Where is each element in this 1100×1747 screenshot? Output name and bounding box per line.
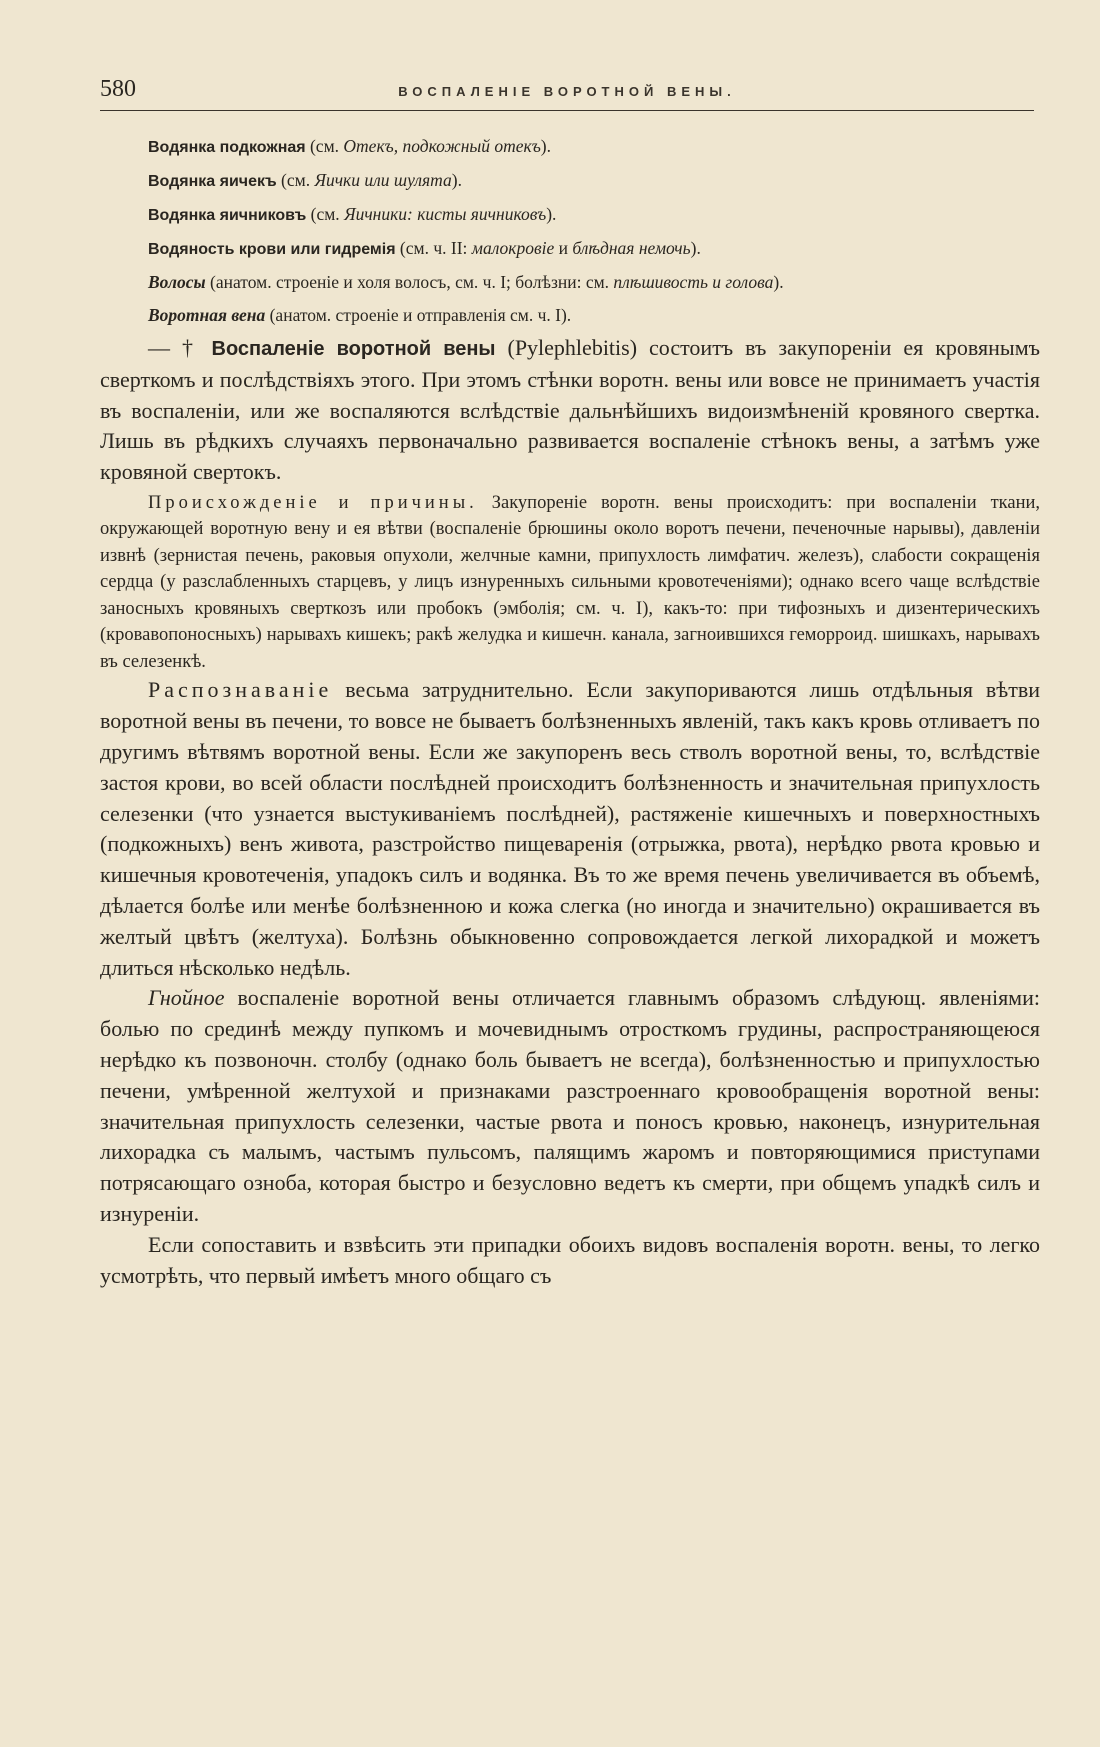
- entry-text: и: [554, 238, 573, 258]
- entry-text: (см.: [306, 204, 345, 224]
- section-label: Происхожденіе и причины.: [148, 492, 478, 513]
- entry-text: (анатом. строеніе и отправленія см. ч. I).: [265, 305, 572, 325]
- cross-reference: блѣдная немочь: [572, 238, 691, 258]
- entry-text: (см.: [305, 136, 344, 156]
- entry-text: (см.: [276, 170, 315, 190]
- page-number: 580: [100, 76, 136, 102]
- paragraph-text: Закупореніе воротн. вены происходитъ: при воспаленіи ткани, окружающей воротную вену и ея вѣтви (воспаленіе брюшины около воротъ печени, печеночные нарывы), давленіи извнѣ (зернистая печень, раковыя опухоли, желчные камни, припухлость лимфатич. железъ), слабости сокращенія сердца (у разслабленныхъ старцевъ, у лицъ изнуренныхъ сильными кровотеченіями); однако всего чаще вслѣдствіе заносныхъ кровяныхъ сверткозъ или пробокъ (эмболія; см. ч. I), какъ-то: при тифозныхъ и дизентерическихъ (кровавопоносныхъ) нарывахъ кишекъ; ракѣ желудка и кишечн. канала, загноившихся геморроид. шишкахъ, нарывахъ въ селезенкѣ.: [100, 492, 1041, 672]
- cross-reference: Отекъ, подкожный отекъ: [343, 136, 541, 156]
- cross-reference: малокровіе: [471, 238, 555, 258]
- entry-text: (анатом. строеніе и холя волосъ, см. ч. I; болѣзни: см.: [205, 272, 614, 292]
- entry-vodyanka-yaichek: [100, 165, 1040, 197]
- entry-headword: Водянка яичниковъ: [148, 207, 307, 224]
- running-head: ВОСПАЛЕНІЕ ВОРОТНОЙ ВЕНЫ.: [398, 84, 736, 99]
- entry-text: ).: [690, 238, 701, 258]
- section-label: Распознаваніе: [148, 677, 333, 703]
- entry-headword: Волосы: [148, 272, 206, 292]
- entry-text: ).: [540, 136, 551, 156]
- entry-text: (см. ч. II:: [395, 238, 472, 258]
- section-label: Гнойное: [148, 985, 225, 1011]
- purulent-paragraph: [100, 983, 1040, 1229]
- paragraph-text: весьма затруднительно. Если закупориваются лишь отдѣльныя вѣтви воротной вены въ печени, то вовсе не бываетъ болѣзненныхъ явленій, такъ какъ кровь отливаетъ по другимъ вѣтвямъ воротной вены. Если же закупоренъ весь стволъ воротной вены, то, вслѣдствіе застоя крови, во всей области послѣдней происходитъ болѣзненность и значительная припухлость селезенки (что узнается выстукиваніемъ послѣдней), растяженіе кишечныхъ и поверхностныхъ (подкожныхъ) венъ живота, разстройство пищеваренія (отрыжка, рвота), нерѣдко рвота кровью и кишечныя кровотеченія, упадокъ силъ и водянка. Въ то же время печень увеличивается въ объемѣ, дѣлается болѣе или менѣе болѣзненною и кожа слегка (но иногда и значительно) окрашивается въ желтый цвѣтъ (желтуха). Болѣзнь обыкновенно сопровождается легкой лихорадкой и можетъ длиться нѣсколько недѣль.: [100, 677, 1040, 980]
- entry-vorotnaya-vena: [100, 300, 1040, 331]
- entry-volosy: [100, 267, 1040, 298]
- entry-vodyanka-yaichnikov: [100, 199, 1040, 231]
- cross-reference: плѣшивость и голова: [613, 272, 774, 292]
- entry-headword: Водянка яичекъ: [148, 173, 277, 190]
- entry-headword: Воротная вена: [148, 305, 266, 325]
- entry-headword: Водяность крови или гидремія: [148, 241, 396, 258]
- entry-text: ).: [546, 204, 557, 224]
- em-dash: —: [148, 335, 182, 360]
- origin-paragraph: [100, 490, 1040, 676]
- cross-mark: †: [181, 335, 200, 360]
- cross-reference: Яички или шулята: [314, 170, 452, 190]
- page-body: [100, 111, 1040, 1291]
- entry-text: ).: [773, 272, 784, 292]
- entry-vodyanost-krovi: [100, 233, 1040, 265]
- final-paragraph: [100, 1230, 1040, 1292]
- paragraph-text: Если сопоставить и взвѣсить эти припадки обоихъ видовъ воспаленія воротн. вены, то легко усмотрѣть, что первый имѣетъ много общаго съ: [100, 1231, 1040, 1288]
- article-headword: Воспаленіе воротной вены: [199, 338, 496, 360]
- entry-vodyanka-podkozhnaya: [100, 131, 1040, 163]
- article-lead-paragraph: [100, 333, 1040, 488]
- paragraph-text: (Pylephlebitis) состоитъ въ закупореніи ея кровянымъ сверткомъ и послѣдствіяхъ этого. При этомъ стѣнки воротн. вены или вовсе не принимаетъ участія въ воспаленіи, или же воспаляются вслѣдствіе дальнѣйшихъ видоизмѣненій кровяного свертка. Лишь въ рѣдкихъ случаяхъ первоначально развивается воспаленіе стѣнокъ вены, а затѣмъ уже кровяной свертокъ.: [100, 335, 1040, 485]
- paragraph-text: воспаленіе воротной вены отличается главнымъ образомъ слѣдующ. явленіями: болью по срединѣ между пупкомъ и мочевиднымъ отросткомъ грудины, распространяющеюся нерѣдко къ позвоночн. столбу (однако боль бываетъ не всегда), болѣзненностью и припухлостью печени, умѣренной желтухой и признаками разстроеннаго кровообращенія воротной вены: значительная припухлость селезенки, частые рвота и поносъ кровью, наконецъ, изнурительная лихорадка съ малымъ, частымъ пульсомъ, палящимъ жаромъ и повторяющимися приступами потрясающаго озноба, которая быстро и безусловно ведетъ къ смерти, при общемъ упадкѣ силъ и изнуреніи.: [100, 985, 1040, 1227]
- cross-reference: Яичники: кисты яичниковъ: [344, 204, 547, 224]
- diagnosis-paragraph: [100, 675, 1040, 983]
- page-header: [100, 70, 1034, 111]
- entry-text: ).: [451, 170, 462, 190]
- entry-headword: Водянка подкожная: [148, 139, 306, 156]
